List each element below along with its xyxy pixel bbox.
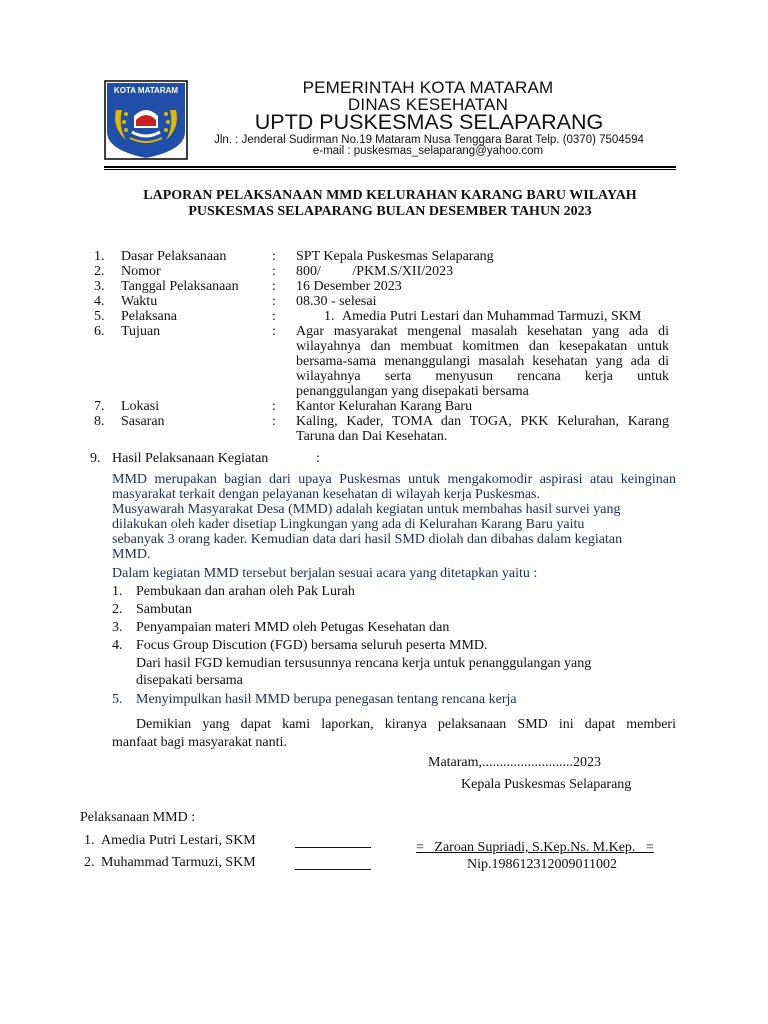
item-colon: : [272, 399, 276, 414]
implementer-name: Muhammad Tarmuzi, SKM [101, 855, 256, 870]
item-colon: : [272, 249, 276, 264]
header-institution: UPTD PUSKESMAS SELAPARANG [254, 110, 604, 134]
result-paragraph-line: sebanyak 3 orang kader. Kemudian data dari hasil SMD diolah dan dibahas dalam kegiatan [112, 532, 623, 547]
item-colon: : [272, 324, 276, 339]
item-value-line: Kaling, Kader, TOMA dan TOGA, PKK Kelurahan, Karang [296, 414, 669, 429]
item-label: Waktu [121, 294, 158, 309]
result-paragraph-line: MMD merupakan bagian dari upaya Puskesmas untuk mengakomodir aspirasi atau keinginan [112, 472, 676, 487]
section-colon: : [316, 451, 320, 466]
kota-mataram-logo [104, 80, 188, 160]
implementer-name: Amedia Putri Lestari, SKM [101, 833, 256, 848]
header-government: PEMERINTAH KOTA MATARAM [302, 78, 554, 97]
item-label: Tujuan [121, 324, 161, 339]
section-number: 9. [90, 451, 101, 466]
item-value-line: wilayahnya serta menyusun rencana kerja untuk [296, 369, 669, 384]
item-label: Tanggal Pelaksanaan [121, 279, 239, 294]
item-value-number: 1. [324, 309, 335, 324]
item-colon: : [272, 309, 276, 324]
item-label: Sasaran [121, 414, 165, 429]
item-number: 4. [94, 294, 105, 309]
result-paragraph-line: masyarakat terkait dengan pelayanan kesehatan di wilayah kerja Puskesmas. [112, 487, 541, 502]
item-label: Lokasi [121, 399, 160, 414]
agenda-item: Menyimpulkan hasil MMD berupa penegasan tentang rencana kerja [136, 692, 517, 707]
item-colon: : [272, 264, 276, 279]
item-value: Kantor Kelurahan Karang Baru [296, 399, 473, 414]
item-value-line: wilayahnya dan membuat komitmen dan kesepakatan untuk [296, 339, 669, 354]
item-value-line: Taruna dan Dai Kesehatan. [296, 429, 448, 444]
signatory-name: = Zaroan Supriadi, S.Kep.Ns. M.Kep. = [416, 840, 654, 855]
item-value-line: Agar masyarakat mengenal masalah kesehatan yang ada di [296, 324, 669, 339]
item-value: 800/ /PKM.S/XII/2023 [296, 264, 454, 279]
agenda-item: Pembukaan dan arahan oleh Pak Lurah [136, 584, 355, 599]
item-value-line: bersama-sama menanggulangi masalah kesehatan yang ada di [296, 354, 669, 369]
item-number: 6. [94, 324, 105, 339]
item-colon: : [272, 414, 276, 429]
report-title-line1: LAPORAN PELAKSANAAN MMD KELURAHAN KARANG BARU WILAYAH [143, 188, 637, 203]
agenda-number: 3. [112, 620, 123, 635]
implementer-number: 1. [84, 833, 95, 848]
section-label: Hasil Pelaksanaan Kegiatan [112, 451, 269, 466]
agenda-item: Focus Group Discution (FGD) bersama seluruh peserta MMD. [136, 638, 488, 653]
header-email: e-mail : puskesmas_selaparang@yahoo.com [312, 145, 544, 157]
agenda-number: 4. [112, 638, 123, 653]
agenda-item-continued: disepakati bersama [136, 673, 243, 688]
agenda-item: Sambutan [136, 602, 192, 617]
agenda-number: 5. [112, 692, 123, 707]
item-number: 7. [94, 399, 105, 414]
result-paragraph-line: Musyawarah Masyarakat Desa (MMD) adalah kegiatan untuk membahas hasil survei yang [112, 502, 621, 517]
result-paragraph-line: dilakukan oleh kader disetiap Lingkungan yang ada di Kelurahan Karang Baru yaitu [112, 517, 585, 532]
signature-line [295, 869, 371, 870]
implementers-heading: Pelaksanaan MMD : [80, 810, 196, 825]
item-label: Dasar Pelaksanaan [121, 249, 227, 264]
item-number: 1. [94, 249, 105, 264]
item-number: 3. [94, 279, 105, 294]
closing-line: manfaat bagi masyarakat nanti. [112, 735, 287, 750]
item-value: 16 Desember 2023 [296, 279, 402, 294]
signatory-position: Kepala Puskesmas Selaparang [461, 777, 632, 792]
item-label: Pelaksana [121, 309, 177, 324]
header-department: DINAS KESEHATAN [347, 95, 509, 114]
signatory-nip: Nip.198612312009011002 [467, 857, 617, 872]
result-paragraph-line: MMD. [112, 547, 151, 562]
closing-line: Demikian yang dapat kami laporkan, kiranya pelaksanaan SMD ini dapat memberi [136, 717, 676, 732]
place-date: Mataram,..........................2023 [428, 755, 602, 770]
item-value: 08.30 - selesai [296, 294, 377, 309]
item-colon: : [272, 279, 276, 294]
item-value: SPT Kepala Puskesmas Selaparang [296, 249, 494, 264]
item-value-line: penanggulangan yang disepakati bersama [296, 384, 529, 399]
result-paragraph-line: Dalam kegiatan MMD tersebut berjalan sesuai acara yang ditetapkan yaitu : [112, 566, 538, 581]
header-rule-thick [104, 166, 676, 168]
implementer-number: 2. [84, 855, 95, 870]
agenda-number: 1. [112, 584, 123, 599]
logo-text: KOTA MATARAM [113, 86, 179, 95]
agenda-item: Penyampaian materi MMD oleh Petugas Kesehatan dan [136, 620, 450, 635]
item-label: Nomor [121, 264, 161, 279]
item-number: 2. [94, 264, 105, 279]
item-colon: : [272, 294, 276, 309]
agenda-item-continued: Dari hasil FGD kemudian tersusunnya rencana kerja untuk penanggulangan yang [136, 656, 592, 671]
item-number: 8. [94, 414, 105, 429]
item-value: Amedia Putri Lestari dan Muhammad Tarmuzi, SKM [342, 309, 642, 324]
report-title-line2: PUSKESMAS SELAPARANG BULAN DESEMBER TAHUN 2023 [188, 204, 592, 219]
agenda-number: 2. [112, 602, 123, 617]
item-number: 5. [94, 309, 105, 324]
header-rule-thin [104, 169, 676, 170]
header-address: Jln. : Jenderal Sudirman No.19 Mataram Nusa Tenggara Barat Telp. (0370) 7504594 [214, 134, 644, 146]
signature-line [295, 847, 371, 848]
